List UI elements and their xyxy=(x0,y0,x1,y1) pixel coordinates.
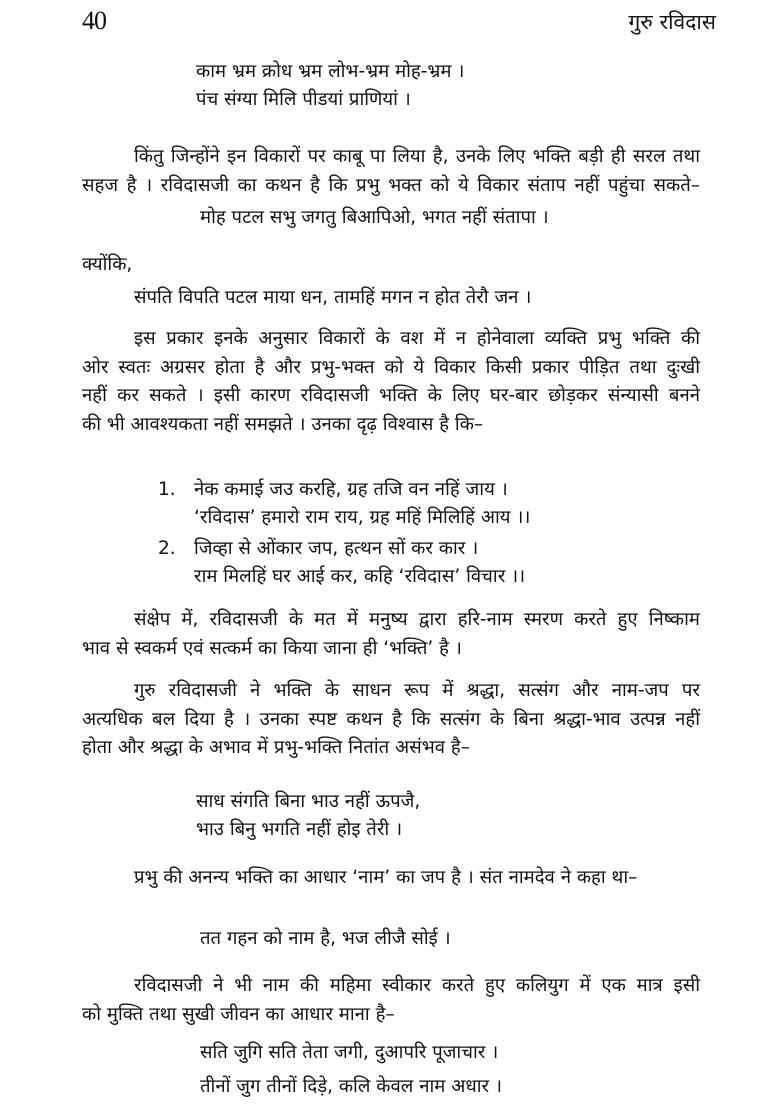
paragraph-6 xyxy=(82,972,700,1029)
verse-line: भाउ बिनु भगति नहीं होइ तेरी । xyxy=(196,819,403,840)
paragraph-3 xyxy=(82,606,700,663)
verse-block-5: तत गहन को नाम है, भज लीजै सोई । xyxy=(200,928,451,949)
paragraph-line: इस प्रकार इनके अनुसार विकारों के वश में न होनेवाला व्यक्ति प्रभु भक्ति की xyxy=(134,328,700,349)
verse-line: ‘रविदास’ हमारो राम राय, ग्रह महिं मिलिहिं आय ।। xyxy=(194,507,531,528)
paragraph-line: होता और श्रद्धा के अभाव में प्रभु-भक्ति नितांत असंभव है– xyxy=(82,737,470,758)
list-number: 1. xyxy=(158,479,176,500)
paragraph-line: की भी आवश्यकता नहीं समझते । उनका दृढ़ विश्वास है कि– xyxy=(82,413,484,435)
paragraph-2 xyxy=(82,325,700,439)
paragraph-line: रविदासजी ने भी नाम की महिमा स्वीकार करते हुए कलियुग में एक मात्र इसी xyxy=(134,975,700,996)
verse-line: साध संगति बिना भाउ नहीं ऊपजै, xyxy=(196,791,421,812)
paragraph-4 xyxy=(82,677,700,763)
numbered-verse-2 xyxy=(194,535,525,591)
numbered-verse-1 xyxy=(194,476,530,532)
verse-line: राम मिलहिं घर आई कर, कहि ‘रविदास’ विचार ।। xyxy=(194,566,526,587)
paragraph-line: नहीं कर सकते । इसी कारण रविदासजी भक्ति के लिए घर-बार छोड़कर संन्यासी बनने xyxy=(82,385,700,406)
paragraph-line: भाव से स्वकर्म एवं सत्कर्म का किया जाना ही ‘भक्ति’ है । xyxy=(82,637,462,659)
transition-word: क्योंकि, xyxy=(82,254,133,275)
page-number: 40 xyxy=(82,6,106,35)
verse-line: जिव्हा से ओंकार जप, हत्थन सों कर कार । xyxy=(194,538,479,559)
verse-line: तीनों जुग तीनों दिड़े, कलि केवल नाम अधार । xyxy=(200,1076,502,1097)
verse-block-3: संपति विपति पटल माया धन, तामहिं मगन न होत तेरौ जन । xyxy=(134,287,532,308)
verse-block-2: मोह पटल सभु जगतु बिआपिओ, भगत नहीं संतापा । xyxy=(200,207,549,228)
paragraph-1 xyxy=(82,143,700,200)
verse-line: नेक कमाई जउ करहि, ग्रह तजि वन नहिं जाय । xyxy=(194,479,508,500)
verse-line: पंच संग्या मिलि पीडयां प्राणियां । xyxy=(196,89,411,110)
paragraph-line: को मुक्ति तथा सुखी जीवन का आधार माना है– xyxy=(82,1003,395,1025)
paragraph-line: अत्यधिक बल दिया है । उनका स्पष्ट कथन है कि सत्संग के बिना श्रद्धा-भाव उत्पन्न नहीं xyxy=(82,708,700,730)
verse-block-6 xyxy=(200,1039,502,1101)
verse-block-4 xyxy=(196,788,420,844)
paragraph-line: सहज है । रविदासजी का कथन है कि प्रभु भक्त को ये विकार संताप नहीं पहुंचा सकते– xyxy=(82,174,700,196)
verse-line: काम भ्रम क्रोध भ्रम लोभ-भ्रम मोह-भ्रम । xyxy=(196,61,465,82)
verse-block-1 xyxy=(196,58,464,114)
paragraph-line: ओर स्वतः अग्रसर होता है और प्रभु-भक्त को ये विकार किसी प्रकार पीड़ित तथा दुःखी xyxy=(82,356,700,378)
verse-line: सति जुगि सति तेता जगी, दुआपरि पूजाचार । xyxy=(200,1042,499,1063)
list-number: 2. xyxy=(158,538,176,559)
running-header: गुरु रविदास xyxy=(628,10,716,34)
paragraph-line: संक्षेप में, रविदासजी के मत में मनुष्य द्वारा हरि-नाम स्मरण करते हुए निष्काम xyxy=(134,609,700,630)
paragraph-5: प्रभु की अनन्य भक्ति का आधार ‘नाम’ का जप है । संत नामदेव ने कहा था– xyxy=(134,867,638,888)
paragraph-line: किंतु जिन्होंने इन विकारों पर काबू पा लिया है, उनके लिए भक्ति बड़ी ही सरल तथा xyxy=(134,146,700,167)
paragraph-line: गुरु रविदासजी ने भक्ति के साधन रूप में श्रद्धा, सत्संग और नाम-जप पर xyxy=(134,680,700,701)
